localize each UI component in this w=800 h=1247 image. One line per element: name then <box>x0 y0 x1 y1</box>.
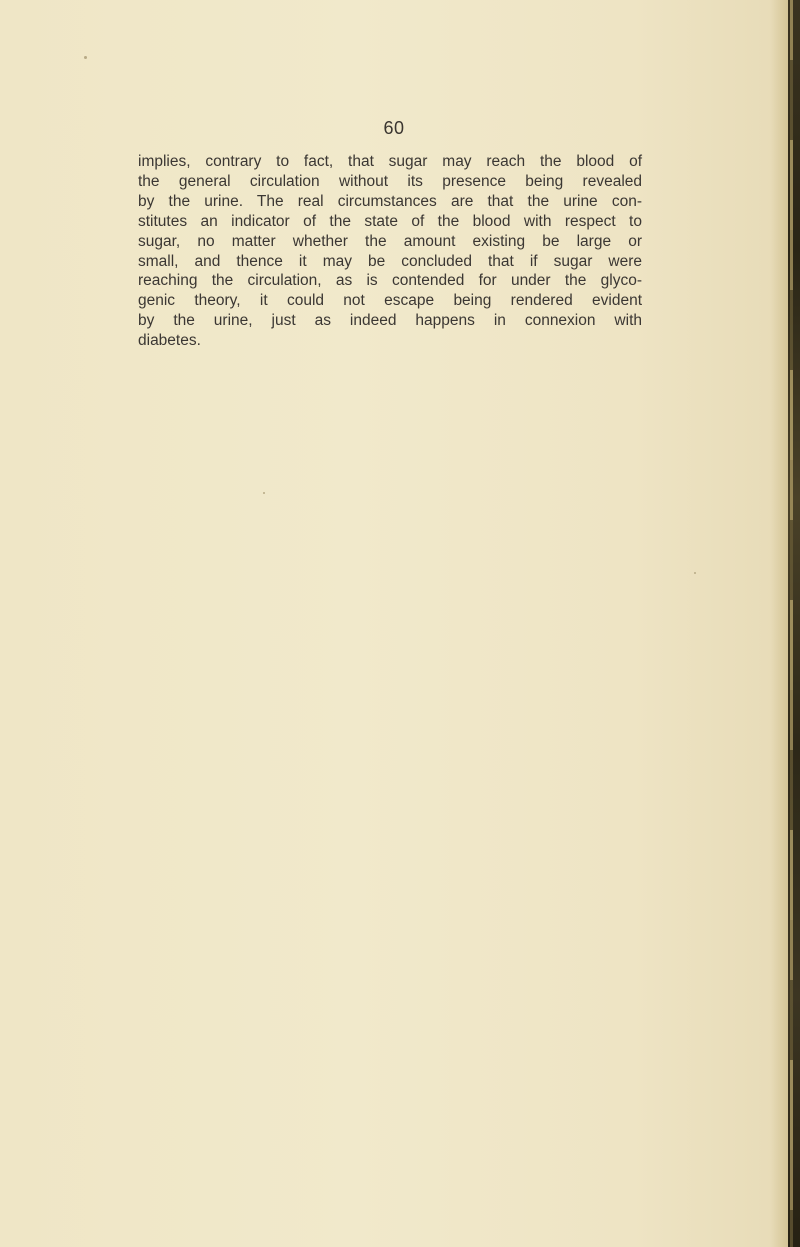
text-line-9: by the urine, just as indeed happens in connexion with <box>138 312 642 330</box>
text-line-10: diabetes. <box>138 332 201 350</box>
text-line-2: the general circulation without its presence being revealed <box>138 172 642 190</box>
paper-speck <box>694 572 696 574</box>
text-line-7: reaching the circulation, as is contended for under the glyco- <box>138 272 642 290</box>
text-line-6: small, and thence it may be concluded that if sugar were <box>138 252 642 270</box>
body-paragraph <box>138 152 642 351</box>
text-line-4: stitutes an indicator of the state of the blood with respect to <box>138 212 642 230</box>
binding-edge <box>788 0 800 1247</box>
text-line-3: by the urine. The real circumstances are that the urine con- <box>138 192 642 210</box>
text-line-1: implies, contrary to fact, that sugar may reach the blood of <box>138 153 642 170</box>
text-line-5: sugar, no matter whether the amount existing be large or <box>138 232 642 250</box>
paper-speck <box>84 56 87 59</box>
paper-speck <box>263 492 265 494</box>
page-number: 60 <box>383 118 405 138</box>
page-edge-shadow <box>770 0 788 1247</box>
text-line-8: genic theory, it could not escape being rendered evident <box>138 292 642 310</box>
